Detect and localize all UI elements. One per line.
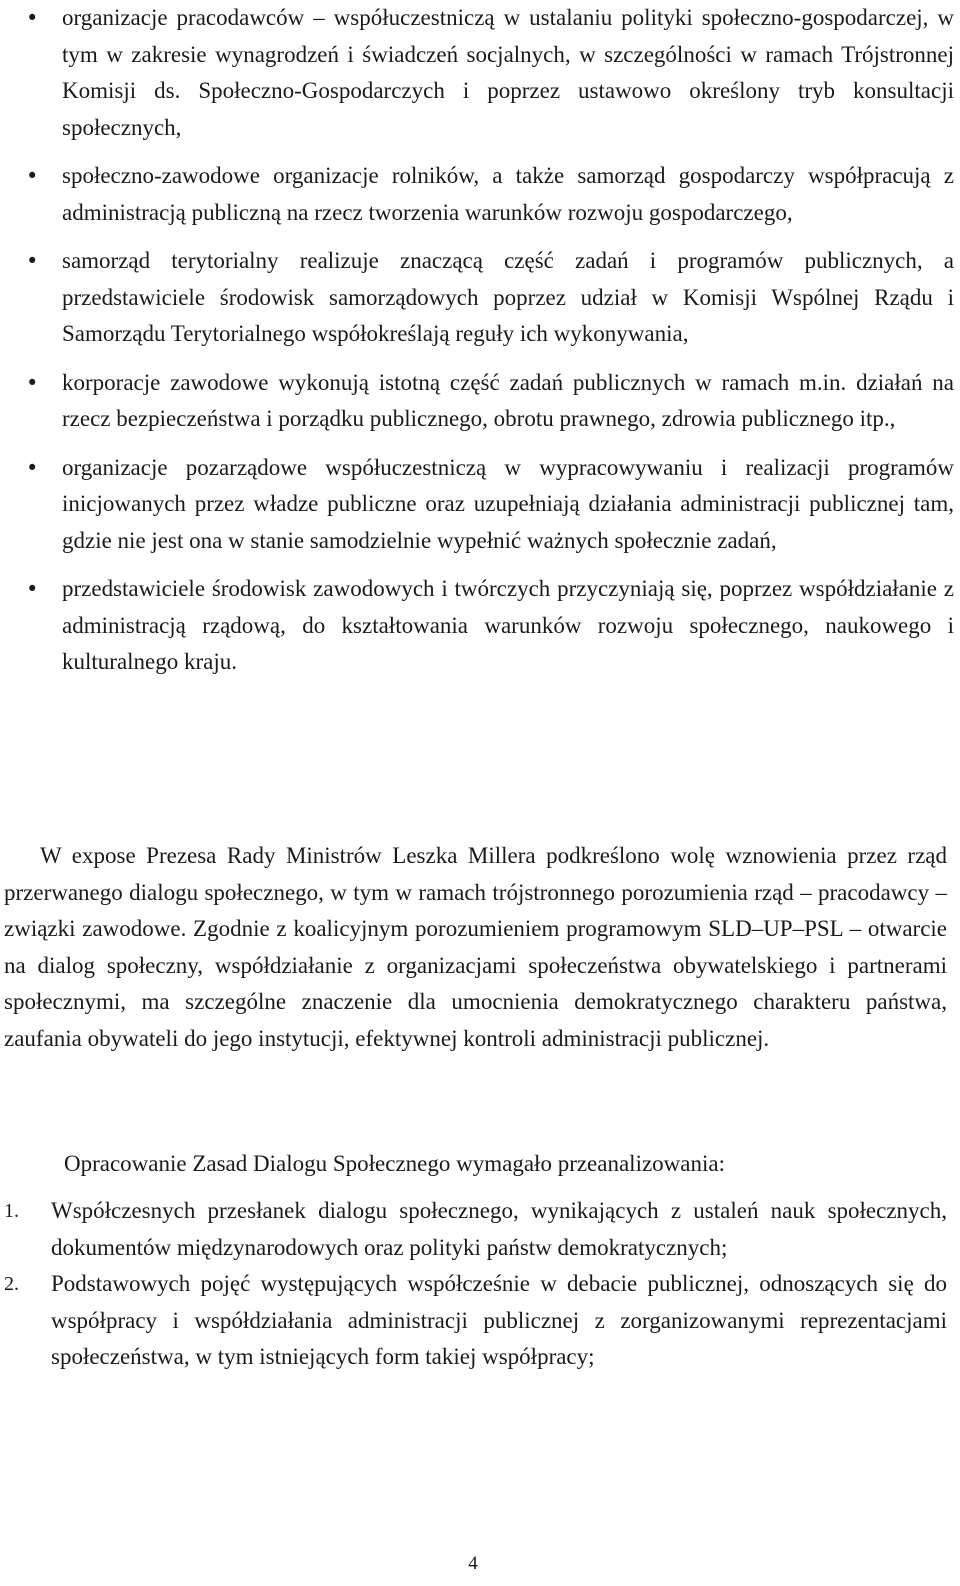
bullet-item: • społeczno-zawodowe organizacje rolników, a także samorząd gospodarczy współpracują z administracją publiczną na rzecz tworzenia warunków rozwoju gospodarczego,	[0, 158, 960, 231]
bullet-item: • korporacje zawodowe wykonują istotną część zadań publicznych w ramach m.in. działań na rzecz bezpieczeństwa i porządku publicznego, obrotu prawnego, zdrowia publicznego itp.,	[0, 365, 960, 438]
numbered-item	[0, 1193, 947, 1266]
numbered-list	[0, 1193, 947, 1376]
bullet-item: • organizacje pracodawców – współuczestniczą w ustalaniu polityki społeczno-gospodarczej, w tym w zakresie wynagrodzeń i świadczeń socjalnych, w szczególności w ramach Trójstronnej Komisji ds. Społeczno-Gospodarczych i poprzez ustawowo określony tryb konsultacji społecznych,	[0, 0, 960, 146]
item-number: 1.	[4, 1200, 19, 1222]
bullet-item: • organizacje pozarządowe współuczestniczą w wypracowywaniu i realizacji programów inicjowanych przez władze publiczne oraz uzupełniają działania administracji publicznej tam, gdzie nie jest ona w stanie samodzielnie wypełnić ważnych społecznie zadań,	[0, 450, 960, 560]
page-number: 4	[468, 1553, 478, 1574]
body-paragraph: W expose Prezesa Rady Ministrów Leszka Millera podkreślono wolę wznowienia przez rząd przerwanego dialogu społecznego, w tym w ramach trójstronnego porozumienia rząd – pracodawcy – związki zawodowe. Zgodnie z koalicyjnym porozumieniem programowym SLD–UP–PSL – otwarcie na dialog społeczny, współdziałanie z organizacjami społeczeństwa obywatelskiego i partnerami społecznymi, ma szczególne znaczenie dla umocnienia demokratycznego charakteru państwa, zaufania obywateli do jego instytucji, efektywnej kontroli administracji publicznej.	[4, 843, 947, 1051]
intro-line: Opracowanie Zasad Dialogu Społecznego wymagało przeanalizowania:	[64, 1151, 725, 1176]
numbered-item	[0, 1266, 947, 1376]
bullet-item: • samorząd terytorialny realizuje znaczącą część zadań i programów publicznych, a przedstawiciele środowisk samorządowych poprzez udział w Komisji Wspólnej Rządu i Samorządu Terytorialnego współokreślają reguły ich wykonywania,	[0, 243, 960, 353]
item-number: 2.	[4, 1273, 19, 1295]
bullet-item: • przedstawiciele środowisk zawodowych i twórczych przyczyniają się, poprzez współdziałanie z administracją rządową, do kształtowania warunków rozwoju społecznego, naukowego i kulturalnego kraju.	[0, 571, 960, 681]
item-text: Współczesnych przesłanek dialogu społecznego, wynikających z ustaleń nauk społecznych, dokumentów międzynarodowych oraz polityki państw demokratycznych;	[51, 1198, 947, 1260]
item-text: Podstawowych pojęć występujących współcześnie w debacie publicznej, odnoszących się do współpracy i współdziałania administracji publicznej z zorganizowanymi reprezentacjami społeczeństwa, w tym istniejących form takiej współpracy;	[51, 1271, 947, 1369]
bullet-list	[0, 0, 960, 693]
